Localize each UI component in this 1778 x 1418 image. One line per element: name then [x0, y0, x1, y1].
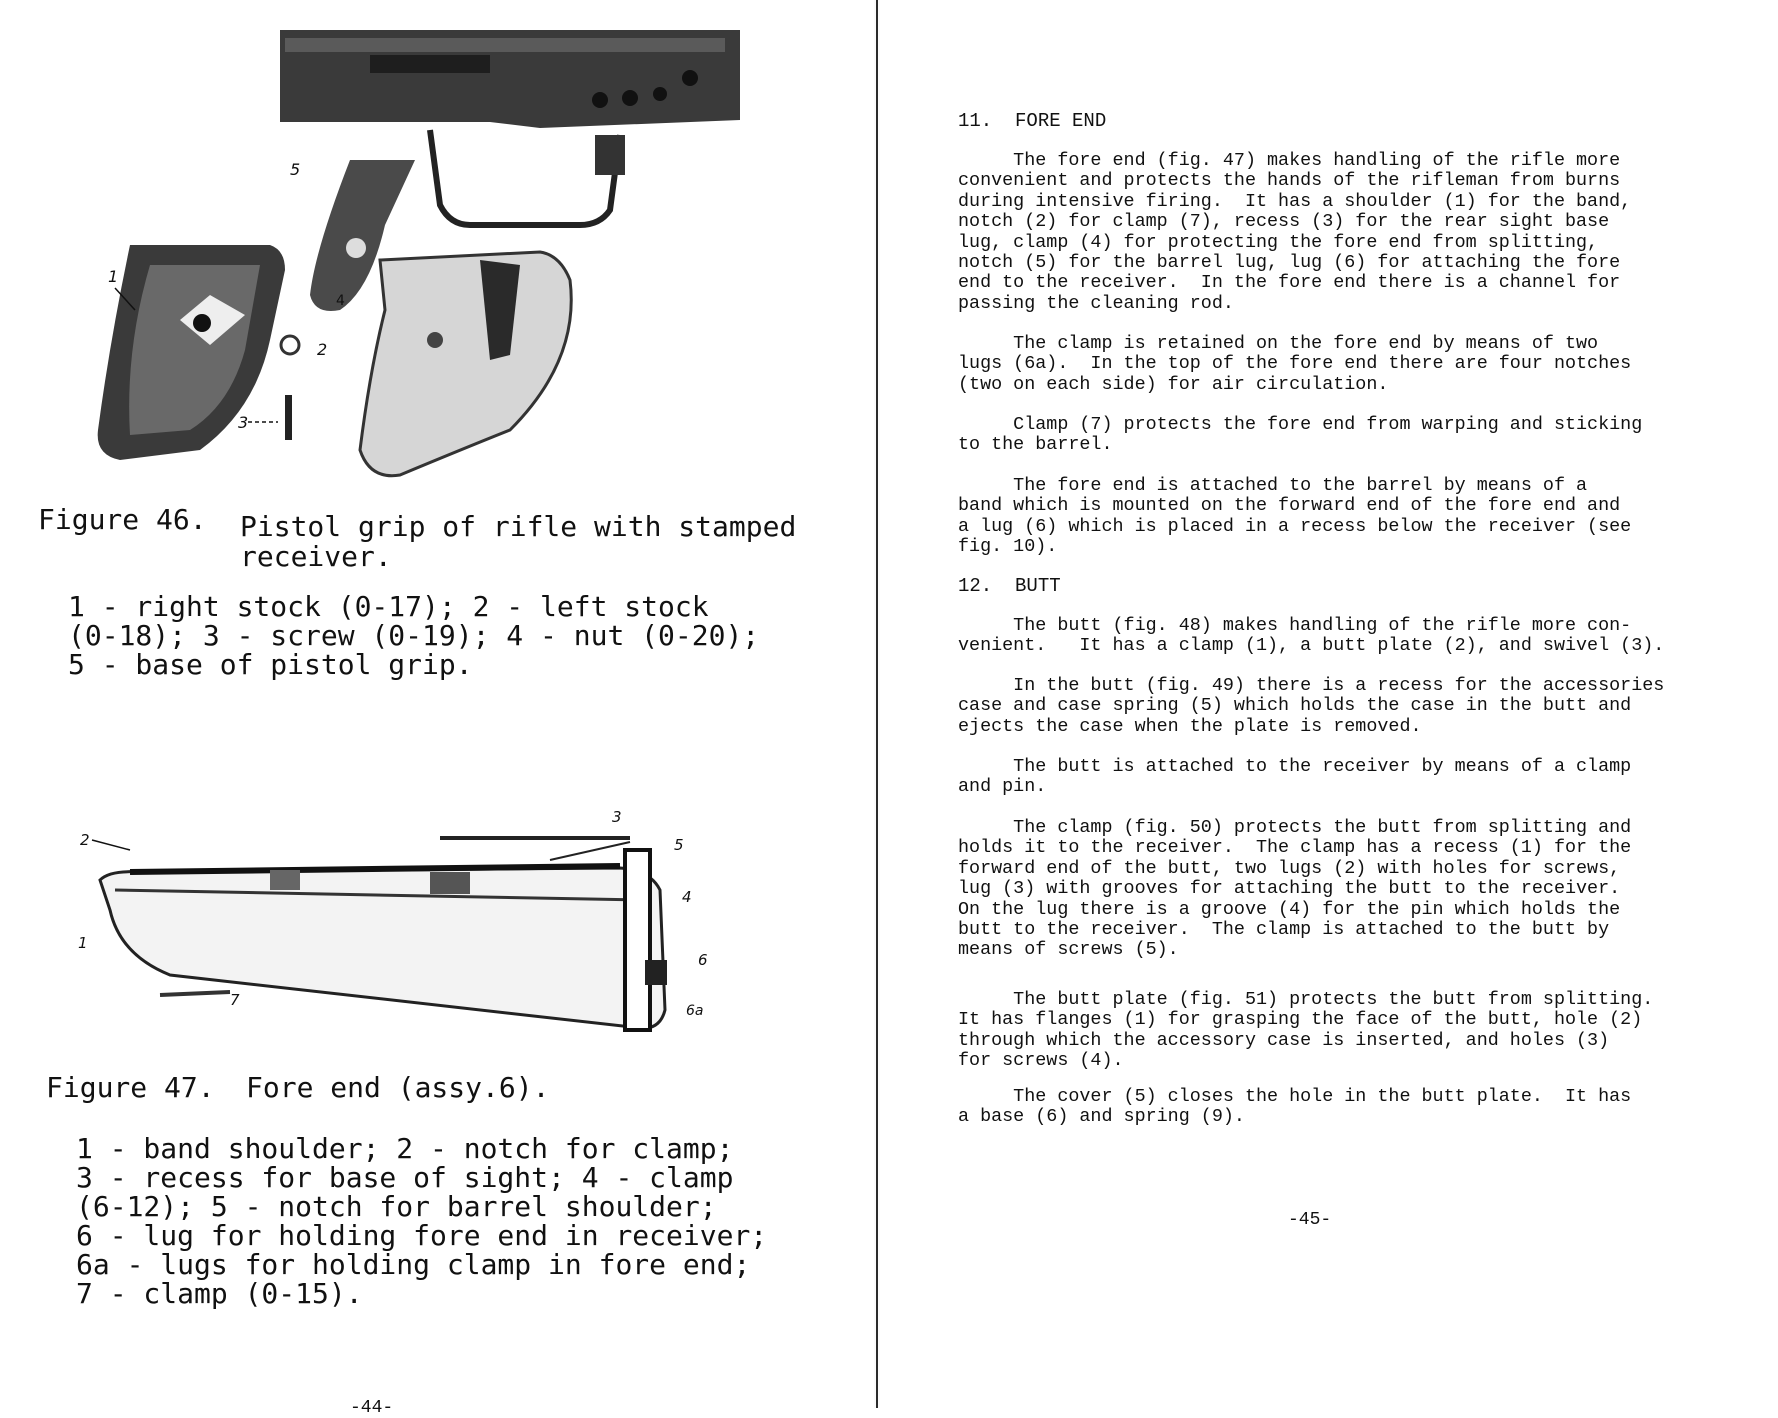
- figure-47-number: Figure 47.: [46, 1071, 215, 1104]
- figure-46-image: [40, 10, 800, 490]
- section-11-paragraph: The fore end is attached to the barrel by means of a band which is mounted on the forward end of the fore end and a lug (6) which is placed in a recess below the receiver (see fig. 10).: [958, 475, 1632, 558]
- section-11-paragraph: The clamp is retained on the fore end by means of two lugs (6a). In the top of the fore end there are four notches (two on each side) for air circulation.: [958, 333, 1632, 395]
- section-11-paragraph: The fore end (fig. 47) makes handling of the rifle more convenient and protects the hands of the rifleman from burns during intensive firing. It has a shoulder (1) for the band, notch (2) for clamp (7), recess (3) for the rear sight base lug, clamp (4) for protecting the fore end from splitting, notch (5) for the barrel lug, lug (6) for attaching the fore end to the receiver. In the fore end there is a channel for passing the cleaning rod.: [958, 150, 1632, 314]
- figure-47-title: Fore end (assy.6).: [246, 1071, 550, 1104]
- section-12-paragraph: The clamp (fig. 50) protects the butt from splitting and holds it to the receiver. The clamp has a recess (1) for the forward end of the butt, two lugs (2) with holes for screws, lug (3) with grooves for attaching the butt to the receiver. On the lug there is a groove (4) for the pin which holds the butt to the receiver. The clamp is attached to the butt by means of screws (5).: [958, 817, 1632, 961]
- fig47-callout-6: 6: [698, 951, 708, 969]
- section-12-paragraph: The butt is attached to the receiver by means of a clamp and pin.: [958, 756, 1632, 798]
- right-page-number: -45-: [1288, 1210, 1332, 1230]
- section-11-heading: 11. FORE END: [958, 110, 1107, 132]
- fig47-callout-2: 2: [80, 831, 90, 849]
- fig46-callout-5: 5: [290, 160, 301, 179]
- fig47-callout-5: 5: [674, 836, 684, 854]
- figure-46-number: Figure 46.: [38, 503, 207, 536]
- fig47-callout-1: 1: [78, 934, 88, 952]
- left-page: [0, 0, 874, 1418]
- fig47-callout-3: 3: [612, 808, 622, 826]
- fig46-callout-4: 4: [336, 293, 345, 309]
- left-page-number: -44-: [350, 1398, 394, 1418]
- section-12-heading: 12. BUTT: [958, 575, 1061, 597]
- section-12-paragraph: The butt (fig. 48) makes handling of the rifle more con- venient. It has a clamp (1), a butt plate (2), and swivel (3).: [958, 615, 1665, 657]
- gutter-rule: [876, 0, 878, 1408]
- fig46-callout-1: 1: [108, 267, 119, 286]
- figure-46-title: Pistol grip of rifle with stamped receiver.: [240, 510, 797, 573]
- section-12-paragraph: The cover (5) closes the hole in the butt plate. It has a base (6) and spring (9).: [958, 1086, 1632, 1128]
- fig46-callout-2: 2: [317, 340, 328, 359]
- section-12-paragraph: The butt plate (fig. 51) protects the butt from splitting. It has flanges (1) for grasping the face of the butt, hole (2) through which the accessory case is inserted, and holes (3) for screws (4).: [958, 989, 1654, 1072]
- fig47-callout-6a: 6a: [686, 1003, 704, 1019]
- section-11-paragraph: Clamp (7) protects the fore end from warping and sticking to the barrel.: [958, 414, 1643, 456]
- figure-46-legend: 1 - right stock (0-17); 2 - left stock (0-18); 3 - screw (0-19); 4 - nut (0-20); 5 - base of pistol grip.: [68, 590, 760, 681]
- fig47-callout-7: 7: [230, 991, 240, 1009]
- figure-47-image: [70, 800, 720, 1050]
- section-12-paragraph: In the butt (fig. 49) there is a recess for the accessories case and case spring (5) which holds the case in the butt and ejects the case when the plate is removed.: [958, 675, 1665, 737]
- fig47-callout-4: 4: [682, 888, 692, 906]
- fig46-callout-3: 3: [238, 413, 249, 432]
- figure-47-legend: 1 - band shoulder; 2 - notch for clamp; 3 - recess for base of sight; 4 - clamp (6-12); 5 - notch for barrel shoulder; 6 - lug for holding fore end in receiver; 6a - lugs for holding clamp in fore end; 7 - clamp (0-15).: [76, 1132, 768, 1310]
